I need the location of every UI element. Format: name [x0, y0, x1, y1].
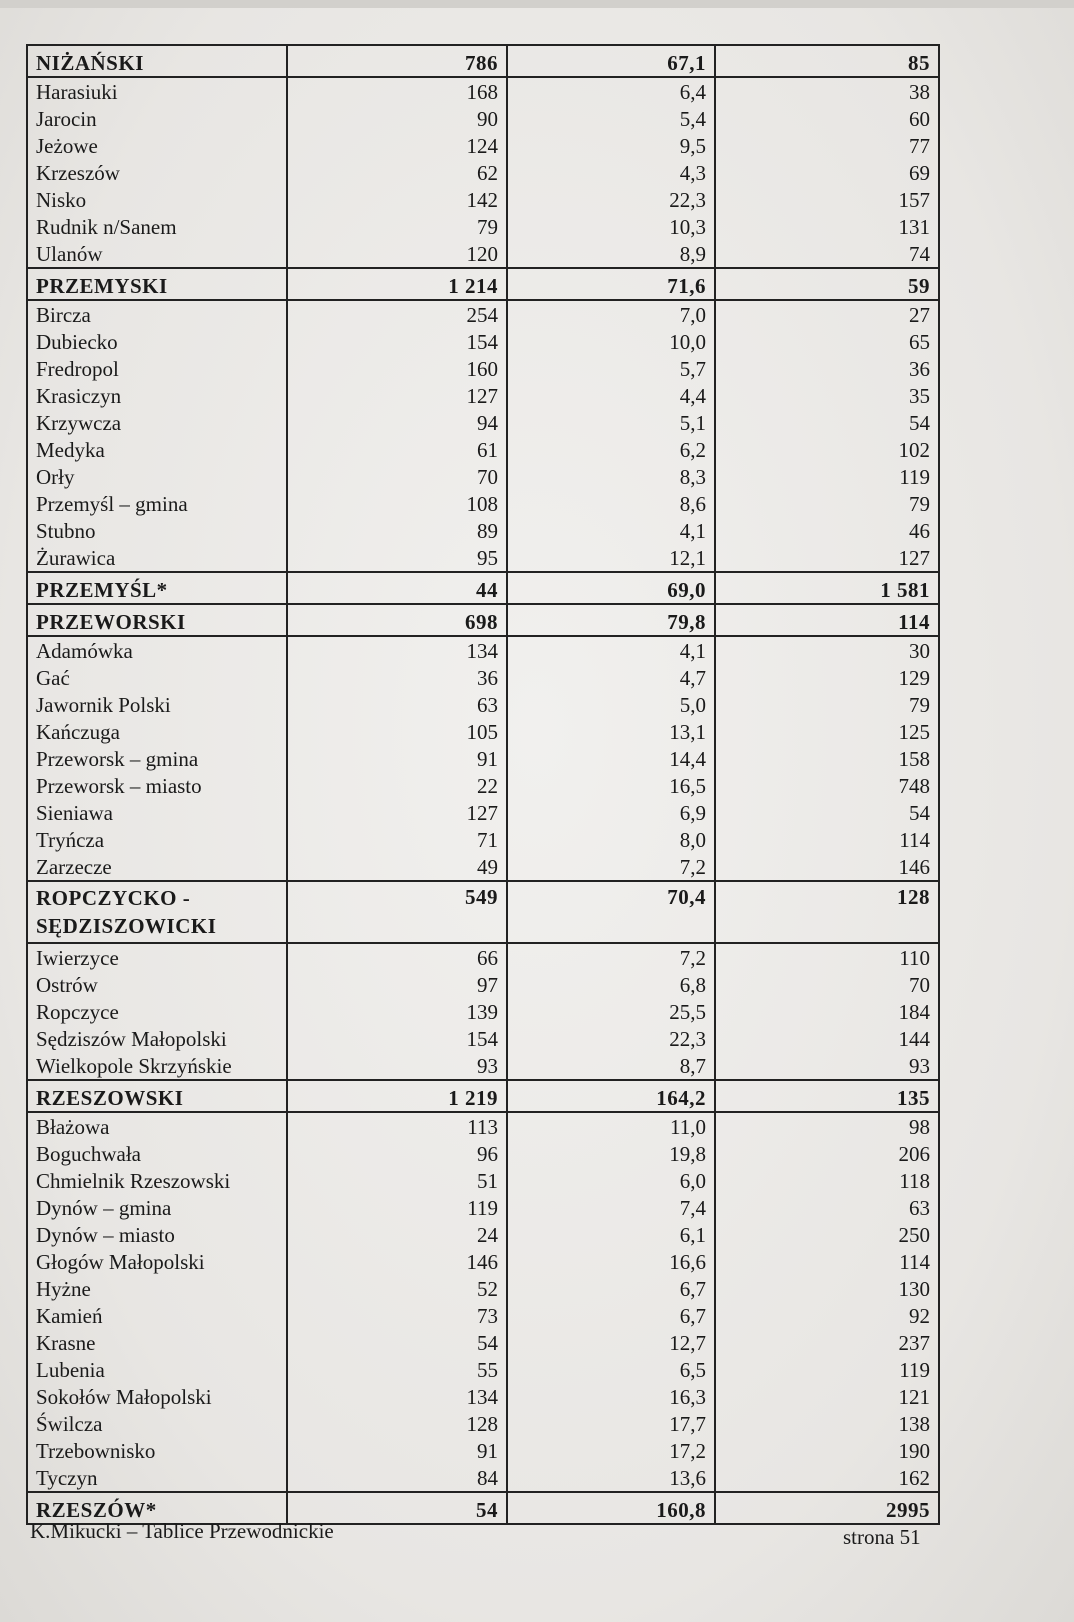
table-row: [27, 971, 939, 998]
gmina-value-1: 89: [287, 517, 507, 544]
gmina-name: Kamień: [27, 1302, 287, 1329]
gmina-value-3: 46: [715, 517, 939, 544]
gmina-name: Adamówka: [27, 636, 287, 664]
gmina-value-2: 6,8: [507, 971, 715, 998]
table-row: [27, 436, 939, 463]
gmina-value-3: 158: [715, 745, 939, 772]
gmina-name: Świlcza: [27, 1410, 287, 1437]
gmina-name: Tryńcza: [27, 826, 287, 853]
gmina-name: Krasne: [27, 1329, 287, 1356]
gmina-value-1: 52: [287, 1275, 507, 1302]
gmina-name: Hyżne: [27, 1275, 287, 1302]
gmina-name: Krzywcza: [27, 409, 287, 436]
gmina-value-1: 97: [287, 971, 507, 998]
gmina-value-2: 8,9: [507, 240, 715, 268]
district-header-row: [27, 604, 939, 636]
gmina-value-1: 70: [287, 463, 507, 490]
gmina-value-1: 119: [287, 1194, 507, 1221]
gmina-value-1: 146: [287, 1248, 507, 1275]
gmina-name: Dynów – gmina: [27, 1194, 287, 1221]
gmina-value-2: 22,3: [507, 1025, 715, 1052]
gmina-value-3: 125: [715, 718, 939, 745]
gmina-value-1: 91: [287, 745, 507, 772]
gmina-value-3: 138: [715, 1410, 939, 1437]
table-row: [27, 1194, 939, 1221]
gmina-name: Kańczuga: [27, 718, 287, 745]
table-row: [27, 1302, 939, 1329]
gmina-name: Dynów – miasto: [27, 1221, 287, 1248]
gmina-value-2: 5,1: [507, 409, 715, 436]
gmina-value-2: 6,2: [507, 436, 715, 463]
gmina-value-1: 36: [287, 664, 507, 691]
gmina-name: Przeworsk – gmina: [27, 745, 287, 772]
district-value-1: 54: [287, 1492, 507, 1524]
gmina-name: Ostrów: [27, 971, 287, 998]
district-value-1: 44: [287, 572, 507, 604]
table-row: [27, 1112, 939, 1140]
district-value-1: 1 219: [287, 1080, 507, 1112]
gmina-name: Bircza: [27, 300, 287, 328]
gmina-value-2: 10,0: [507, 328, 715, 355]
gmina-value-2: 4,3: [507, 159, 715, 186]
gmina-value-2: 4,7: [507, 664, 715, 691]
gmina-value-2: 17,7: [507, 1410, 715, 1437]
district-header-row: [27, 45, 939, 77]
gmina-name: Trzebownisko: [27, 1437, 287, 1464]
gmina-value-1: 94: [287, 409, 507, 436]
gmina-value-3: 102: [715, 436, 939, 463]
table-row: [27, 240, 939, 268]
gmina-name: Tyczyn: [27, 1464, 287, 1492]
district-value-1: 1 214: [287, 268, 507, 300]
gmina-value-1: 90: [287, 105, 507, 132]
gmina-value-3: 54: [715, 409, 939, 436]
gmina-value-1: 134: [287, 636, 507, 664]
district-name: PRZEMYSKI: [27, 268, 287, 300]
gmina-value-3: 121: [715, 1383, 939, 1410]
district-value-1: 698: [287, 604, 507, 636]
gmina-value-2: 5,0: [507, 691, 715, 718]
table-row: [27, 409, 939, 436]
gmina-value-2: 16,6: [507, 1248, 715, 1275]
district-value-2: 79,8: [507, 604, 715, 636]
gmina-value-1: 61: [287, 436, 507, 463]
gmina-value-2: 14,4: [507, 745, 715, 772]
table-row: [27, 355, 939, 382]
table-row: [27, 745, 939, 772]
table-row: [27, 213, 939, 240]
gmina-value-3: 127: [715, 544, 939, 572]
district-value-2: 71,6: [507, 268, 715, 300]
table-row: [27, 998, 939, 1025]
gmina-value-3: 70: [715, 971, 939, 998]
gmina-value-2: 8,6: [507, 490, 715, 517]
table-row: [27, 1025, 939, 1052]
table-body: [27, 45, 939, 1524]
gmina-name: Lubenia: [27, 1356, 287, 1383]
gmina-value-2: 6,9: [507, 799, 715, 826]
gmina-value-1: 71: [287, 826, 507, 853]
gmina-name: Gać: [27, 664, 287, 691]
gmina-value-2: 11,0: [507, 1112, 715, 1140]
gmina-value-3: 27: [715, 300, 939, 328]
gmina-name: Chmielnik Rzeszowski: [27, 1167, 287, 1194]
gmina-name: Boguchwała: [27, 1140, 287, 1167]
gmina-value-1: 160: [287, 355, 507, 382]
gmina-value-2: 13,1: [507, 718, 715, 745]
gmina-value-2: 7,2: [507, 853, 715, 881]
gmina-value-2: 6,1: [507, 1221, 715, 1248]
table-row: [27, 636, 939, 664]
gmina-value-1: 55: [287, 1356, 507, 1383]
district-value-2: 67,1: [507, 45, 715, 77]
gmina-name: Błażowa: [27, 1112, 287, 1140]
gmina-name: Głogów Małopolski: [27, 1248, 287, 1275]
district-value-2: 160,8: [507, 1492, 715, 1524]
table-row: [27, 1410, 939, 1437]
gmina-value-2: 12,7: [507, 1329, 715, 1356]
gmina-value-3: 69: [715, 159, 939, 186]
table-row: [27, 691, 939, 718]
gmina-name: Krzeszów: [27, 159, 287, 186]
gmina-value-2: 9,5: [507, 132, 715, 159]
table-row: [27, 1383, 939, 1410]
gmina-value-2: 22,3: [507, 186, 715, 213]
gmina-value-3: 144: [715, 1025, 939, 1052]
table-row: [27, 826, 939, 853]
gmina-value-3: 114: [715, 1248, 939, 1275]
gmina-value-2: 6,7: [507, 1302, 715, 1329]
gmina-value-2: 7,0: [507, 300, 715, 328]
gmina-value-2: 13,6: [507, 1464, 715, 1492]
gmina-value-2: 8,7: [507, 1052, 715, 1080]
gmina-value-3: 131: [715, 213, 939, 240]
district-name: PRZEWORSKI: [27, 604, 287, 636]
district-value-3: 59: [715, 268, 939, 300]
gmina-value-3: 184: [715, 998, 939, 1025]
district-value-2: 69,0: [507, 572, 715, 604]
gmina-value-3: 63: [715, 1194, 939, 1221]
footer-author-title: K.Mikucki – Tablice Przewodnickie: [30, 1519, 334, 1543]
district-value-3: 114: [715, 604, 939, 636]
gmina-value-3: 65: [715, 328, 939, 355]
district-value-3: 135: [715, 1080, 939, 1112]
gmina-name: Iwierzyce: [27, 943, 287, 971]
gmina-value-3: 190: [715, 1437, 939, 1464]
table-row: [27, 159, 939, 186]
gmina-value-2: 8,0: [507, 826, 715, 853]
district-name: RZESZÓW*: [27, 1492, 287, 1524]
gmina-value-1: 22: [287, 772, 507, 799]
gmina-value-3: 54: [715, 799, 939, 826]
gmina-value-3: 92: [715, 1302, 939, 1329]
district-value-1: 549: [287, 881, 507, 943]
gmina-value-1: 154: [287, 1025, 507, 1052]
gmina-value-1: 128: [287, 1410, 507, 1437]
district-value-2: 164,2: [507, 1080, 715, 1112]
gmina-value-1: 66: [287, 943, 507, 971]
table-row: [27, 463, 939, 490]
gmina-name: Dubiecko: [27, 328, 287, 355]
gmina-value-2: 6,4: [507, 77, 715, 105]
gmina-value-1: 24: [287, 1221, 507, 1248]
gmina-value-3: 250: [715, 1221, 939, 1248]
gmina-value-3: 98: [715, 1112, 939, 1140]
gmina-value-2: 17,2: [507, 1437, 715, 1464]
gmina-value-2: 4,4: [507, 382, 715, 409]
gmina-value-3: 119: [715, 1356, 939, 1383]
gmina-value-2: 7,4: [507, 1194, 715, 1221]
gmina-value-3: 93: [715, 1052, 939, 1080]
table-row: [27, 943, 939, 971]
gmina-value-1: 96: [287, 1140, 507, 1167]
district-value-3: 128: [715, 881, 939, 943]
gmina-name: Jarocin: [27, 105, 287, 132]
gmina-value-3: 30: [715, 636, 939, 664]
gmina-name: Rudnik n/Sanem: [27, 213, 287, 240]
table-row: [27, 382, 939, 409]
gmina-value-1: 105: [287, 718, 507, 745]
table-row: [27, 772, 939, 799]
gmina-value-1: 108: [287, 490, 507, 517]
table-row: [27, 1248, 939, 1275]
gmina-value-1: 79: [287, 213, 507, 240]
gmina-value-3: 77: [715, 132, 939, 159]
gmina-value-3: 35: [715, 382, 939, 409]
gmina-value-1: 63: [287, 691, 507, 718]
gmina-value-3: 129: [715, 664, 939, 691]
gmina-value-2: 6,7: [507, 1275, 715, 1302]
gmina-name: Medyka: [27, 436, 287, 463]
gmina-name: Zarzecze: [27, 853, 287, 881]
table-row: [27, 105, 939, 132]
district-header-row: [27, 268, 939, 300]
table-row: [27, 132, 939, 159]
table-row: [27, 328, 939, 355]
gmina-name: Przeworsk – miasto: [27, 772, 287, 799]
gmina-value-1: 142: [287, 186, 507, 213]
district-name: PRZEMYŚL*: [27, 572, 287, 604]
gmina-value-3: 110: [715, 943, 939, 971]
district-statistics-table: [26, 44, 940, 1525]
district-value-1: 786: [287, 45, 507, 77]
gmina-name: Sędziszów Małopolski: [27, 1025, 287, 1052]
gmina-value-3: 206: [715, 1140, 939, 1167]
gmina-value-1: 73: [287, 1302, 507, 1329]
gmina-value-2: 25,5: [507, 998, 715, 1025]
district-name: RZESZOWSKI: [27, 1080, 287, 1112]
page-top-edge: [0, 0, 1074, 8]
gmina-value-1: 51: [287, 1167, 507, 1194]
district-name: NIŻAŃSKI: [27, 45, 287, 77]
gmina-value-3: 114: [715, 826, 939, 853]
gmina-value-2: 16,3: [507, 1383, 715, 1410]
gmina-name: Sieniawa: [27, 799, 287, 826]
gmina-value-1: 49: [287, 853, 507, 881]
table-row: [27, 1140, 939, 1167]
table-row: [27, 1464, 939, 1492]
table-row: [27, 1437, 939, 1464]
table-row: [27, 1052, 939, 1080]
district-header-row: [27, 1080, 939, 1112]
gmina-name: Jawornik Polski: [27, 691, 287, 718]
gmina-value-2: 4,1: [507, 517, 715, 544]
gmina-value-3: 38: [715, 77, 939, 105]
table-row: [27, 799, 939, 826]
gmina-value-1: 93: [287, 1052, 507, 1080]
gmina-value-3: 74: [715, 240, 939, 268]
gmina-value-3: 79: [715, 490, 939, 517]
gmina-value-1: 54: [287, 1329, 507, 1356]
gmina-value-1: 127: [287, 382, 507, 409]
gmina-value-3: 162: [715, 1464, 939, 1492]
gmina-name: Stubno: [27, 517, 287, 544]
gmina-name: Krasiczyn: [27, 382, 287, 409]
gmina-name: Harasiuki: [27, 77, 287, 105]
gmina-value-1: 84: [287, 1464, 507, 1492]
gmina-value-1: 254: [287, 300, 507, 328]
gmina-value-3: 118: [715, 1167, 939, 1194]
gmina-value-1: 127: [287, 799, 507, 826]
district-value-3: 1 581: [715, 572, 939, 604]
table-row: [27, 853, 939, 881]
table-row: [27, 1329, 939, 1356]
gmina-value-1: 139: [287, 998, 507, 1025]
gmina-value-3: 146: [715, 853, 939, 881]
gmina-value-2: 19,8: [507, 1140, 715, 1167]
table-row: [27, 1356, 939, 1383]
gmina-value-2: 10,3: [507, 213, 715, 240]
table-row: [27, 517, 939, 544]
table-row: [27, 300, 939, 328]
gmina-value-2: 12,1: [507, 544, 715, 572]
table-row: [27, 1221, 939, 1248]
gmina-value-2: 5,4: [507, 105, 715, 132]
gmina-value-2: 5,7: [507, 355, 715, 382]
gmina-value-2: 7,2: [507, 943, 715, 971]
gmina-value-1: 168: [287, 77, 507, 105]
gmina-name: Nisko: [27, 186, 287, 213]
district-value-2: 70,4: [507, 881, 715, 943]
gmina-value-3: 237: [715, 1329, 939, 1356]
gmina-value-1: 113: [287, 1112, 507, 1140]
gmina-name: Sokołów Małopolski: [27, 1383, 287, 1410]
table-row: [27, 1167, 939, 1194]
district-name: ROPCZYCKO - SĘDZISZOWICKI: [27, 881, 287, 943]
gmina-value-3: 60: [715, 105, 939, 132]
district-header-row: [27, 572, 939, 604]
gmina-value-3: 79: [715, 691, 939, 718]
gmina-value-1: 134: [287, 1383, 507, 1410]
gmina-name: Wielkopole Skrzyńskie: [27, 1052, 287, 1080]
gmina-value-2: 8,3: [507, 463, 715, 490]
gmina-value-1: 120: [287, 240, 507, 268]
gmina-value-3: 119: [715, 463, 939, 490]
district-value-3: 85: [715, 45, 939, 77]
table-row: [27, 77, 939, 105]
gmina-name: Żurawica: [27, 544, 287, 572]
gmina-name: Fredropol: [27, 355, 287, 382]
table-row: [27, 186, 939, 213]
gmina-value-3: 748: [715, 772, 939, 799]
gmina-value-3: 36: [715, 355, 939, 382]
gmina-value-2: 16,5: [507, 772, 715, 799]
gmina-value-1: 154: [287, 328, 507, 355]
table-row: [27, 544, 939, 572]
table-row: [27, 490, 939, 517]
gmina-name: Ulanów: [27, 240, 287, 268]
district-value-3: 2995: [715, 1492, 939, 1524]
table-row: [27, 1275, 939, 1302]
table-row: [27, 718, 939, 745]
gmina-name: Przemyśl – gmina: [27, 490, 287, 517]
gmina-value-1: 91: [287, 1437, 507, 1464]
gmina-name: Orły: [27, 463, 287, 490]
gmina-value-2: 4,1: [507, 636, 715, 664]
gmina-value-1: 62: [287, 159, 507, 186]
gmina-value-3: 157: [715, 186, 939, 213]
gmina-value-1: 95: [287, 544, 507, 572]
district-header-row: [27, 881, 939, 943]
gmina-name: Jeżowe: [27, 132, 287, 159]
gmina-value-3: 130: [715, 1275, 939, 1302]
table-row: [27, 664, 939, 691]
gmina-name: Ropczyce: [27, 998, 287, 1025]
gmina-value-1: 124: [287, 132, 507, 159]
gmina-value-2: 6,0: [507, 1167, 715, 1194]
footer-page-number: strona 51: [843, 1525, 921, 1549]
gmina-value-2: 6,5: [507, 1356, 715, 1383]
